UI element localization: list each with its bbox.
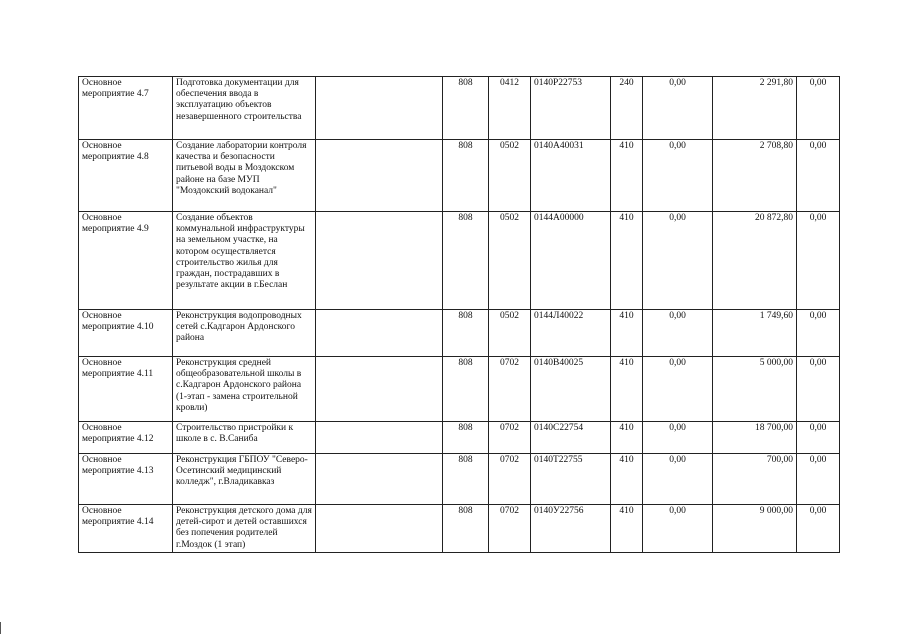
vr-cell: 410	[611, 454, 643, 505]
vr-cell: 410	[611, 140, 643, 212]
csr-cell: 0140Р22753	[531, 77, 611, 140]
empty-cell	[316, 505, 443, 553]
vr-cell: 410	[611, 505, 643, 553]
table-row	[79, 454, 840, 505]
csr-cell: 0140Т22755	[531, 454, 611, 505]
csr-cell: 0140В40025	[531, 357, 611, 422]
value3-cell: 0,00	[797, 454, 840, 505]
budget-table	[78, 76, 840, 553]
vr-cell: 410	[611, 357, 643, 422]
value3-cell: 0,00	[797, 357, 840, 422]
grbs-cell: 808	[443, 357, 489, 422]
name-cell: Создание объектов коммунальной инфраструктуры на земельном участке, на котором осуществляется строительство жилья для граждан, пострадавших в результате акции в г.Беслан	[173, 212, 316, 310]
rzpr-cell: 0702	[489, 422, 531, 454]
value3-cell: 0,00	[797, 310, 840, 357]
value2-cell: 5 000,00	[713, 357, 797, 422]
grbs-cell: 808	[443, 140, 489, 212]
table-row	[79, 505, 840, 553]
table-row	[79, 140, 840, 212]
value1-cell: 0,00	[643, 310, 713, 357]
value2-cell: 9 000,00	[713, 505, 797, 553]
value1-cell: 0,00	[643, 77, 713, 140]
name-cell: Создание лаборатории контроля качества и безопасности питьевой воды в Моздокском районе на базе МУП "Моздокский водоканал"	[173, 140, 316, 212]
grbs-cell: 808	[443, 505, 489, 553]
vr-cell: 410	[611, 310, 643, 357]
rzpr-cell: 0702	[489, 454, 531, 505]
empty-cell	[316, 77, 443, 140]
vr-cell: 240	[611, 77, 643, 140]
value3-cell: 0,00	[797, 212, 840, 310]
grbs-cell: 808	[443, 212, 489, 310]
value1-cell: 0,00	[643, 212, 713, 310]
value2-cell: 18 700,00	[713, 422, 797, 454]
value2-cell: 20 872,80	[713, 212, 797, 310]
empty-cell	[316, 357, 443, 422]
rzpr-cell: 0502	[489, 310, 531, 357]
measure-cell: Основное мероприятие 4.13	[79, 454, 173, 505]
table-row	[79, 310, 840, 357]
empty-cell	[316, 212, 443, 310]
measure-cell: Основное мероприятие 4.9	[79, 212, 173, 310]
csr-cell: 0144Л40022	[531, 310, 611, 357]
measure-cell: Основное мероприятие 4.12	[79, 422, 173, 454]
grbs-cell: 808	[443, 77, 489, 140]
table-row	[79, 357, 840, 422]
rzpr-cell: 0502	[489, 140, 531, 212]
csr-cell: 0140С22754	[531, 422, 611, 454]
value3-cell: 0,00	[797, 77, 840, 140]
value2-cell: 2 291,80	[713, 77, 797, 140]
measure-cell: Основное мероприятие 4.14	[79, 505, 173, 553]
value3-cell: 0,00	[797, 422, 840, 454]
vr-cell: 410	[611, 212, 643, 310]
rzpr-cell: 0412	[489, 77, 531, 140]
table-row	[79, 422, 840, 454]
grbs-cell: 808	[443, 454, 489, 505]
value1-cell: 0,00	[643, 140, 713, 212]
table-row	[79, 77, 840, 140]
scan-edge-mark	[0, 622, 1, 634]
measure-cell: Основное мероприятие 4.8	[79, 140, 173, 212]
value3-cell: 0,00	[797, 505, 840, 553]
value3-cell: 0,00	[797, 140, 840, 212]
empty-cell	[316, 454, 443, 505]
value1-cell: 0,00	[643, 505, 713, 553]
measure-cell: Основное мероприятие 4.10	[79, 310, 173, 357]
csr-cell: 0140А40031	[531, 140, 611, 212]
name-cell: Реконструкция детского дома для детей-сирот и детей оставшихся без попечения родителей г.Моздок (1 этап)	[173, 505, 316, 553]
empty-cell	[316, 310, 443, 357]
name-cell: Реконструкция средней общеобразовательной школы в с.Кадгарон Ардонского района (1-этап - замена строительной кровли)	[173, 357, 316, 422]
name-cell: Реконструкция водопроводных сетей с.Кадгарон Ардонского района	[173, 310, 316, 357]
csr-cell: 0144А00000	[531, 212, 611, 310]
rzpr-cell: 0702	[489, 357, 531, 422]
grbs-cell: 808	[443, 422, 489, 454]
name-cell: Реконструкция ГБПОУ "Северо-Осетинский медицинский колледж", г.Владикавказ	[173, 454, 316, 505]
rzpr-cell: 0502	[489, 212, 531, 310]
empty-cell	[316, 422, 443, 454]
value2-cell: 700,00	[713, 454, 797, 505]
grbs-cell: 808	[443, 310, 489, 357]
value2-cell: 1 749,60	[713, 310, 797, 357]
value1-cell: 0,00	[643, 454, 713, 505]
measure-cell: Основное мероприятие 4.11	[79, 357, 173, 422]
value1-cell: 0,00	[643, 422, 713, 454]
csr-cell: 0140У22756	[531, 505, 611, 553]
name-cell: Строительство пристройки к школе в с. В.Саниба	[173, 422, 316, 454]
value2-cell: 2 708,80	[713, 140, 797, 212]
rzpr-cell: 0702	[489, 505, 531, 553]
table-row	[79, 212, 840, 310]
empty-cell	[316, 140, 443, 212]
name-cell: Подготовка документации для обеспечения ввода в эксплуатацию объектов незавершенного строительства	[173, 77, 316, 140]
value1-cell: 0,00	[643, 357, 713, 422]
vr-cell: 410	[611, 422, 643, 454]
measure-cell: Основное мероприятие 4.7	[79, 77, 173, 140]
